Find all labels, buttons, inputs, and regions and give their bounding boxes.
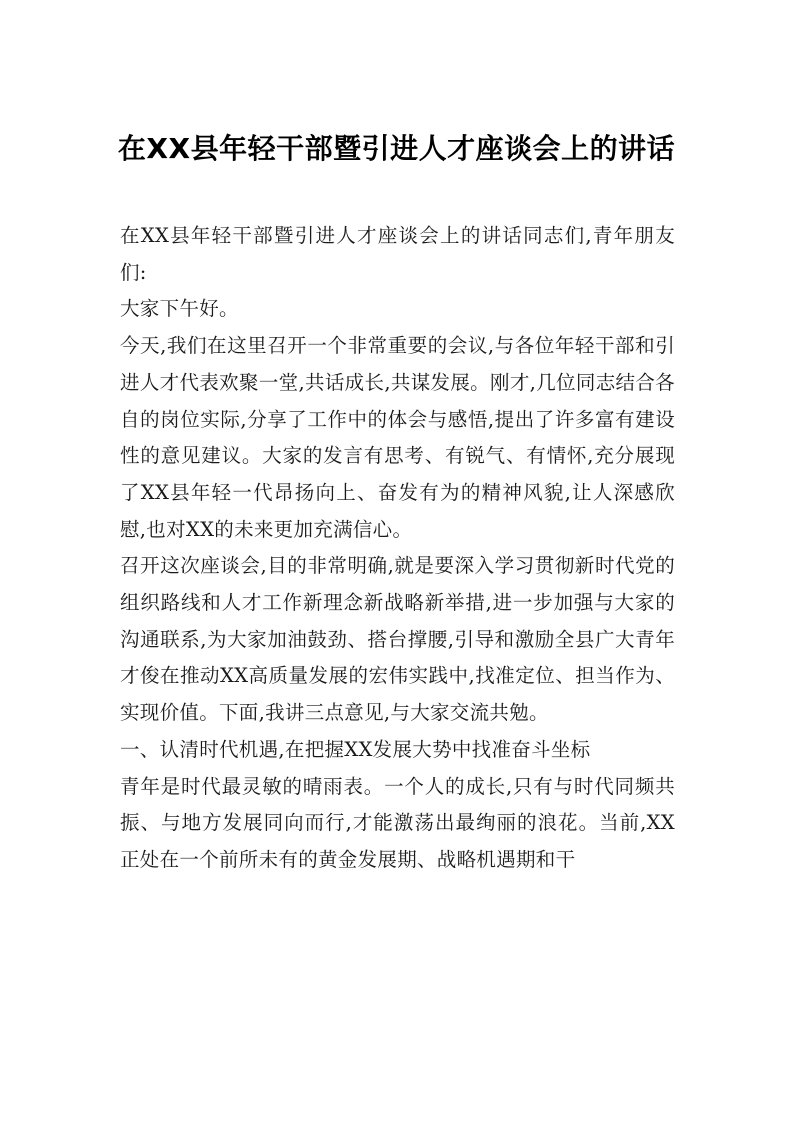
document-title: 在XX县年轻干部暨引进人才座谈会上的讲话 xyxy=(117,132,676,165)
greeting-paragraph: 大家下午好。 xyxy=(120,297,239,321)
opening-paragraph: 今天,我们在这里召开一个非常重要的会议,与各位年轻干部和引进人才代表欢聚一堂,共话成长,共谋发展。刚才,几位同志结合各自的岗位实际,分享了工作中的体会与感悟,提出了许多富有建设性的意见建议。大家的发言有思考、有锐气、有情怀,充分展现了XX县年轻一代昂扬向上、奋发有为的精神风貌,让人深感欣慰,也对XX的未来更加充满信心。 xyxy=(120,334,675,541)
salutation-paragraph: 在XX县年轻干部暨引进人才座谈会上的讲话同志们,青年朋友们: xyxy=(120,224,675,284)
section-heading-1: 一、认清时代机遇,在把握XX发展大势中找准奋斗坐标 xyxy=(120,737,591,761)
purpose-paragraph: 召开这次座谈会,目的非常明确,就是要深入学习贯彻新时代党的组织路线和人才工作新理念新战略新举措,进一步加强与大家的沟通联系,为大家加油鼓劲、搭台撑腰,引导和激励全县广大青年才俊在推动XX高质量发展的宏伟实践中,找准定位、担当作为、实现价值。下面,我讲三点意见,与大家交流共勉。 xyxy=(120,554,675,725)
document-body xyxy=(120,218,675,879)
section-1-paragraph: 青年是时代最灵敏的晴雨表。一个人的成长,只有与时代同频共振、与地方发展同向而行,才能激荡出最绚丽的浪花。当前,XX正处在一个前所未有的黄金发展期、战略机遇期和干 xyxy=(120,774,675,871)
